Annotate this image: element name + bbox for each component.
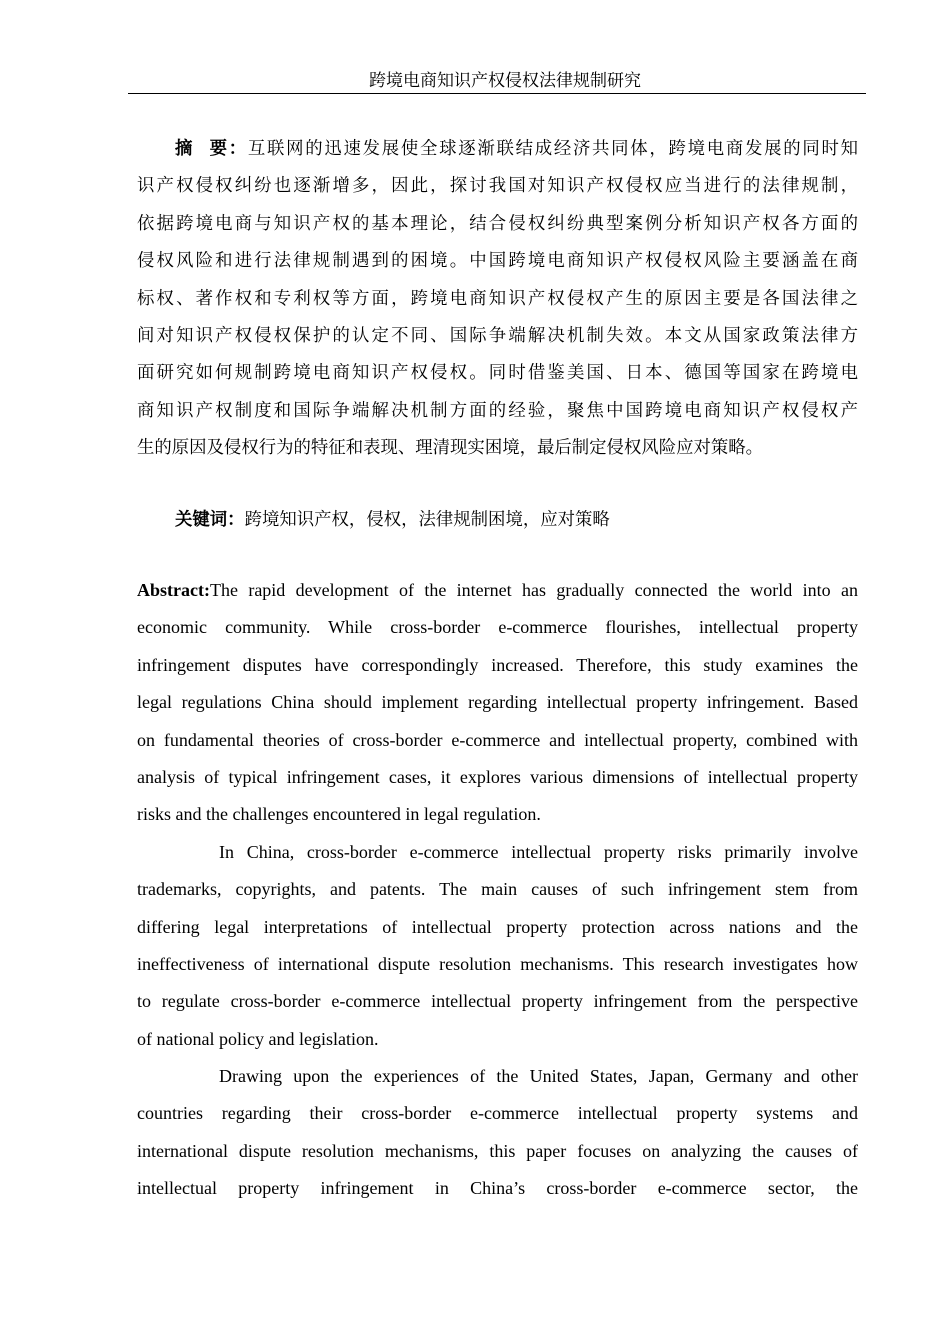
abstract-line: risks and the challenges encountered in legal regulation.	[137, 804, 541, 825]
abstract-line: to regulate cross-border e-commerce intellectual property infringement from the perspective	[137, 991, 858, 1012]
abstract-line: 生的原因及侵权行为的特征和表现、理清现实困境，最后制定侵权风险应对策略。	[137, 438, 764, 459]
abstract-line: of national policy and legislation.	[137, 1028, 379, 1049]
abstract-line: In China, cross-border e-commerce intellectual property risks primarily involve	[219, 841, 858, 862]
abstract-line: 间对知识产权侵权保护的认定不同、国际争端解决机制失效。本文从国家政策法律方	[137, 325, 858, 346]
abstract-line: intellectual property infringement in China’s cross-border e-commerce sector, the	[137, 1178, 858, 1199]
abstract-line: legal regulations China should implement regarding intellectual property infringement. Based	[137, 692, 858, 713]
abstract-line: analysis of typical infringement cases, it explores various dimensions of intellectual property	[137, 766, 858, 787]
abstract-line: differing legal interpretations of intellectual property protection across nations and the	[137, 916, 858, 937]
abstract-line: 标权、著作权和专利权等方面，跨境电商知识产权侵权产生的原因主要是各国法律之	[137, 288, 858, 309]
abstract-line: ineffectiveness of international dispute resolution mechanisms. This research investigates how	[137, 953, 858, 974]
abstract-line: 摘 要：互联网的迅速发展使全球逐渐联结成经济共同体，跨境电商发展的同时知	[175, 139, 858, 159]
english-abstract	[137, 572, 858, 1208]
header-title: 跨境电商知识产权侵权法律规制研究	[369, 71, 641, 90]
abstract-line: Drawing upon the experiences of the United States, Japan, Germany and other	[219, 1066, 858, 1087]
abstract-line: 识产权侵权纠纷也逐渐增多，因此，探讨我国对知识产权侵权应当进行的法律规制，	[137, 176, 858, 197]
abstract-en-label: Abstract:	[137, 580, 210, 600]
abstract-line: countries regarding their cross-border e-commerce intellectual property systems and	[137, 1103, 858, 1124]
abstract-line: Abstract:The rapid development of the internet has gradually connected the world into an	[137, 580, 858, 600]
abstract-label: 摘 要：	[175, 139, 248, 159]
running-header	[128, 70, 866, 94]
abstract-line: economic community. While cross-border e-commerce flourishes, intellectual property	[137, 617, 858, 638]
chinese-keywords	[137, 502, 858, 539]
abstract-line: on fundamental theories of cross-border e-commerce and intellectual property, combined with	[137, 729, 858, 750]
abstract-line: 依据跨境电商与知识产权的基本理论，结合侵权纠纷典型案例分析知识产权各方面的	[137, 213, 858, 234]
chinese-abstract	[137, 131, 858, 468]
keywords-label: 关键词：	[175, 510, 245, 530]
abstract-line: 侵权风险和进行法律规制遇到的困境。中国跨境电商知识产权侵权风险主要涵盖在商	[137, 251, 858, 272]
abstract-line: infringement disputes have correspondingly increased. Therefore, this study examines the	[137, 654, 858, 675]
keywords-text: 跨境知识产权，侵权，法律规制困境，应对策略	[244, 510, 610, 530]
abstract-line: trademarks, copyrights, and patents. The main causes of such infringement stem from	[137, 879, 858, 900]
abstract-line: 面研究如何规制跨境电商知识产权侵权。同时借鉴美国、日本、德国等国家在跨境电	[137, 363, 858, 384]
abstract-line: 商知识产权制度和国际争端解决机制方面的经验，聚焦中国跨境电商知识产权侵权产	[137, 400, 858, 421]
abstract-line: international dispute resolution mechanisms, this paper focuses on analyzing the causes of	[137, 1140, 858, 1161]
